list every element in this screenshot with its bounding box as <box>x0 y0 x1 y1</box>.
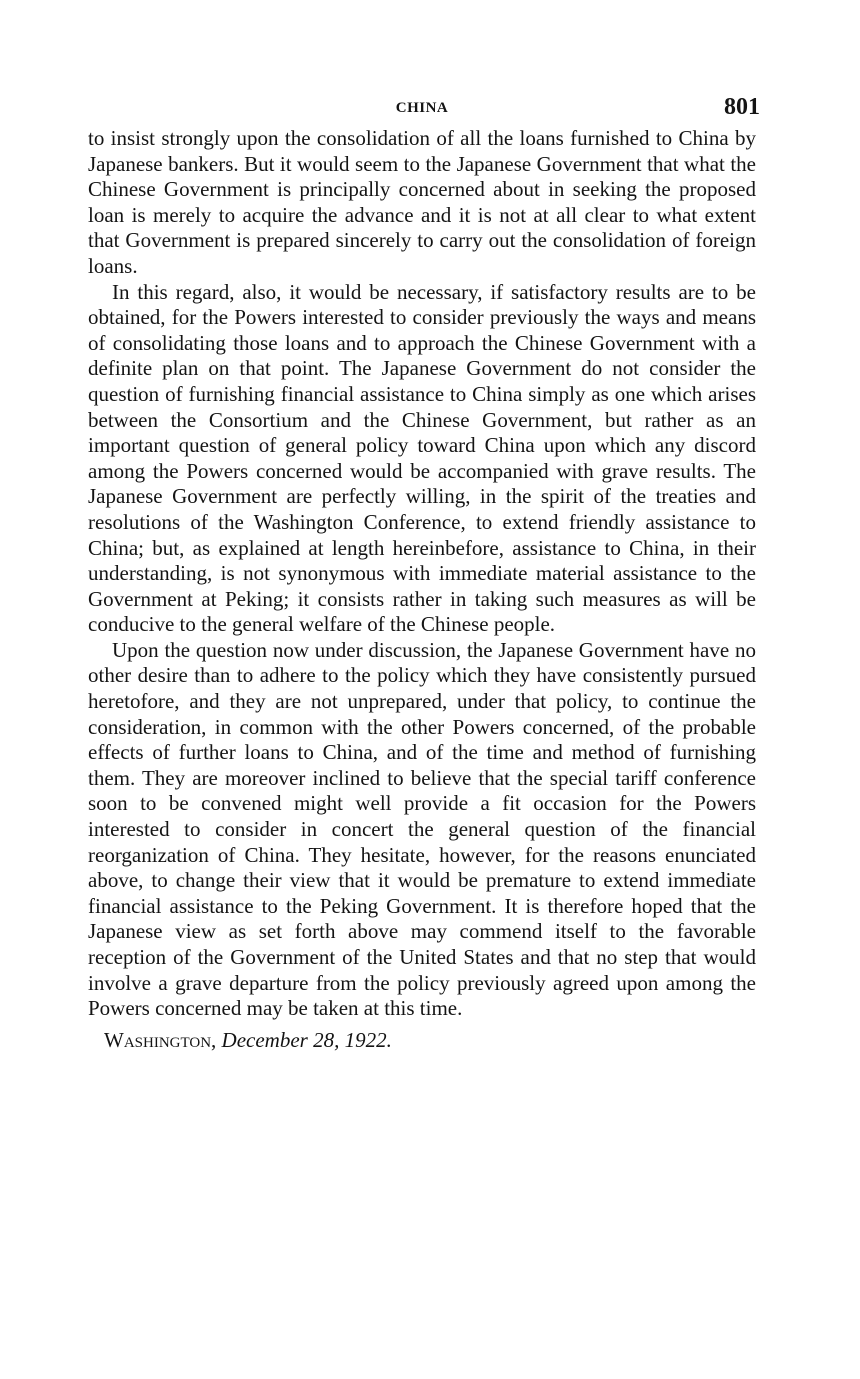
running-title: CHINA <box>395 100 449 116</box>
dateline <box>88 1028 756 1054</box>
dateline-date: December 28, 1922. <box>221 1027 392 1052</box>
page-number: 801 <box>724 94 760 120</box>
paragraph-continued: to insist strongly upon the consolidation of all the loans furnished to China by Japanese bankers. But it would seem to the Japanese Government that what the Chinese Government is principally concerned about in seeking the proposed loan is merely to acquire the advance and it is not at all clear to what extent that Government is prepared sincerely to carry out the consolidation of foreign loans. <box>88 126 756 278</box>
dateline-place: Washington, <box>104 1027 217 1052</box>
document-page <box>88 92 760 1053</box>
running-header <box>88 92 760 126</box>
paragraph-consolidation: In this regard, also, it would be necessary, if satisfactory results are to be obtained, for the Powers interested to consider previously the ways and means of consolidating those loans and to approach the Chinese Government with a definite plan on that point. The Japanese Government do not consider the question of furnishing financial assistance to China simply as one which arises between the Consortium and the Chinese Government, but rather as an important question of general policy toward China upon which any discord among the Powers concerned would be accompanied with grave results. The Japanese Government are perfectly willing, in the spirit of the treaties and resolutions of the Washington Conference, to extend friendly assistance to China; but, as explained at length hereinbefore, assistance to China, in their understanding, is not synonymous with immediate material assistance to the Government at Peking; it consists rather in taking such measures as will be conducive to the general welfare of the Chinese people. <box>88 279 756 637</box>
paragraph-conclusion: Upon the question now under discussion, the Japanese Government have no other desire than to adhere to the policy which they have consistently pursued heretofore, and they are not unprepared, under that policy, to continue the consideration, in common with the other Powers concerned, of the probable effects of further loans to China, and of the time and method of furnishing them. They are moreover inclined to believe that the special tariff conference soon to be convened might well provide a fit occasion for the Powers interested to consider in concert the general question of the financial reorganization of China. They hesitate, however, for the reasons enunciated above, to change their view that it would be premature to extend immediate financial assistance to the Peking Government. It is therefore hoped that the Japanese view as set forth above may commend itself to the favorable reception of the Government of the United States and that no step that would involve a grave departure from the policy previously agreed upon among the Powers concerned may be taken at this time. <box>88 637 756 1021</box>
body-text <box>88 126 756 1022</box>
